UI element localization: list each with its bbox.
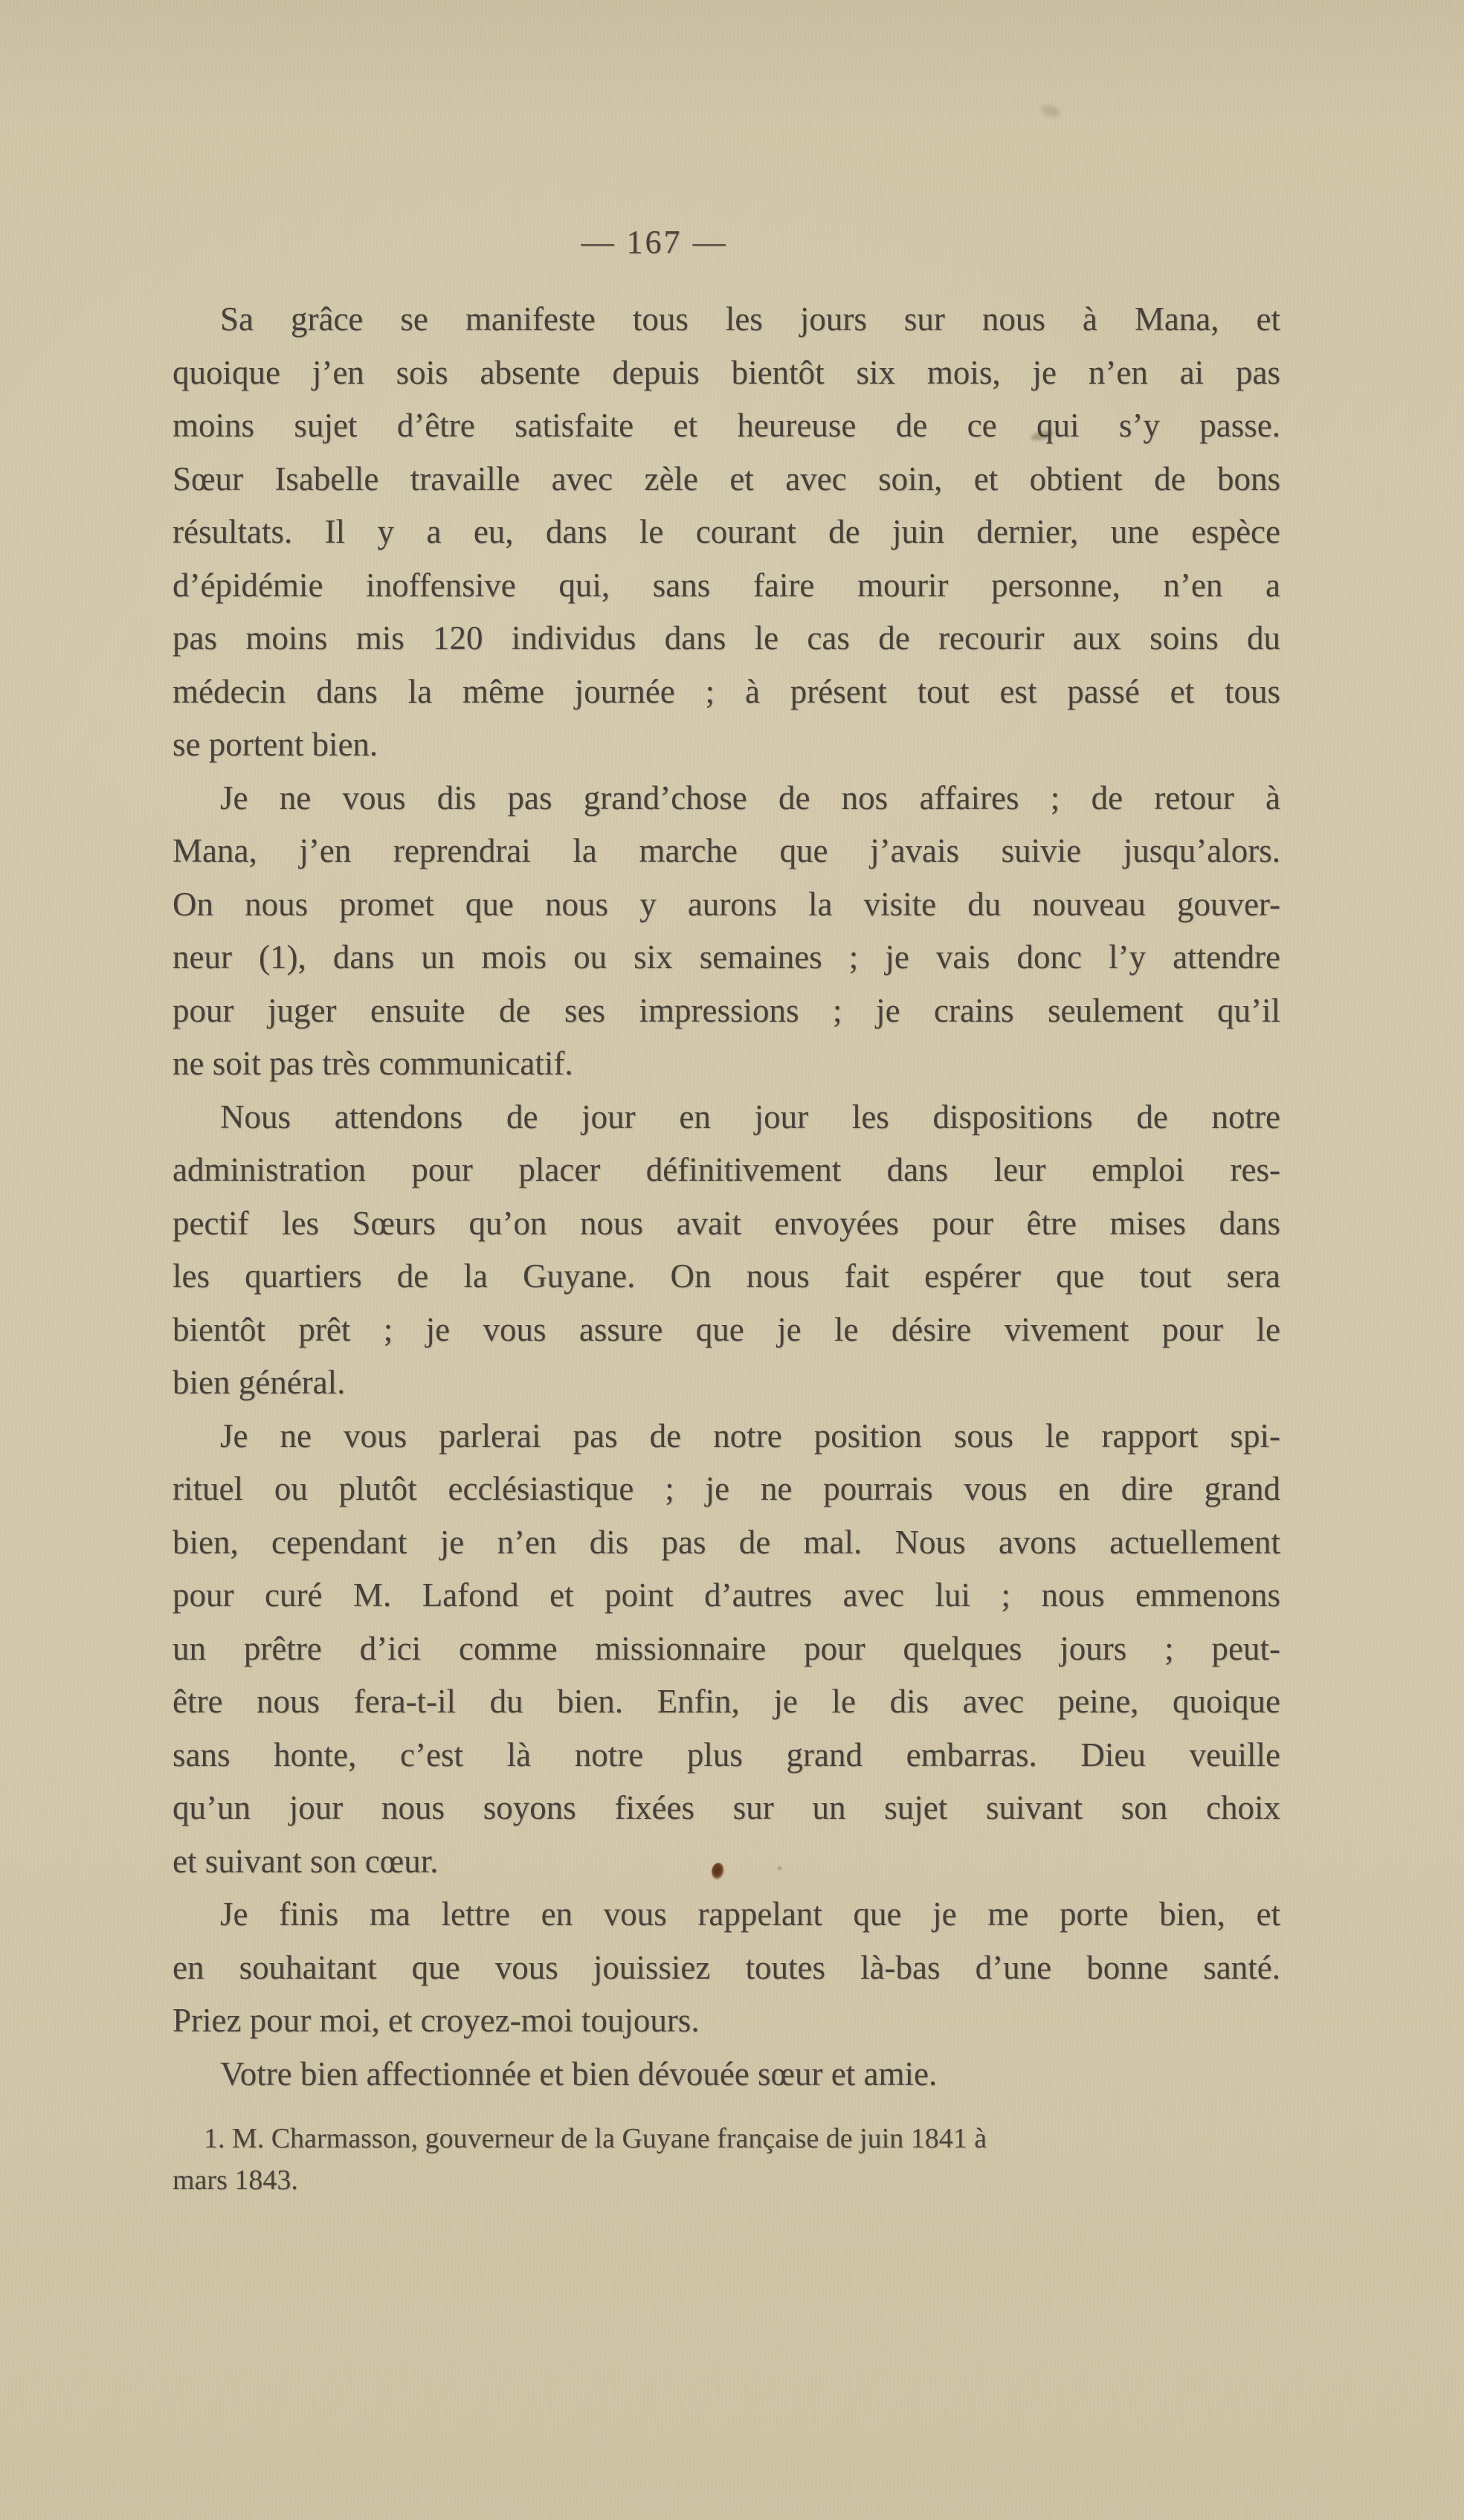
text-line: un prêtre d’ici comme missionnaire pour quelques jours ; peut-	[172, 1629, 1280, 1667]
footnote	[172, 2118, 1280, 2201]
paragraph-4	[172, 1410, 1280, 1889]
text-line: en souhaitant que vous jouissiez toutes là-bas d’une bonne santé.	[172, 1948, 1280, 1986]
text-line: les quartiers de la Guyane. On nous fait espérer que tout sera	[172, 1257, 1280, 1295]
text-line: médecin dans la même journée ; à présent tout est passé et tous	[172, 672, 1280, 710]
text-line: rituel ou plutôt ecclésiastique ; je ne pourrais vous en dire grand	[172, 1470, 1280, 1507]
text-line: qu’un jour nous soyons fixées sur un sujet suivant son choix	[172, 1789, 1280, 1826]
text-line: et suivant son cœur.	[172, 1842, 439, 1880]
text-line: On nous promet que nous y aurons la visite du nouveau gouver-	[172, 885, 1280, 923]
text-line: bien général.	[172, 1364, 346, 1401]
text-line: Sa grâce se manifeste tous les jours sur nous à Mana, et	[220, 300, 1280, 338]
text-line: Je finis ma lettre en vous rappelant que je me porte bien, et	[220, 1895, 1280, 1933]
text-line: administration pour placer définitivement dans leur emploi res-	[172, 1151, 1280, 1188]
text-line: Je ne vous parlerai pas de notre position sous le rapport spi-	[220, 1417, 1280, 1454]
text-line: pour juger ensuite de ses impressions ; je crains seulement qu’il	[172, 991, 1280, 1029]
text-line: se portent bien.	[172, 726, 378, 763]
text-line: Votre bien affectionnée et bien dévouée sœur et amie.	[220, 2055, 938, 2092]
paper-smudge	[1039, 103, 1062, 120]
text-line: résultats. Il y a eu, dans le courant de juin dernier, une espèce	[172, 513, 1280, 550]
text-line: Priez pour moi, et croyez-moi toujours.	[172, 2002, 700, 2039]
page-number: — 167 —	[581, 224, 728, 260]
paragraph-5	[172, 1888, 1280, 2048]
text-line: Je ne vous dis pas grand’chose de nos affaires ; de retour à	[220, 779, 1280, 816]
text-line: moins sujet d’être satisfaite et heureuse de ce qui s’y passe.	[172, 407, 1280, 444]
paragraph-2	[172, 772, 1280, 1091]
paragraph-6-signature	[172, 2048, 1280, 2101]
text-line: d’épidémie inoffensive qui, sans faire mourir personne, n’en a	[172, 566, 1280, 604]
letter-body	[172, 293, 1280, 2101]
text-line: ne soit pas très communicatif.	[172, 1045, 573, 1082]
ink-speck	[778, 1866, 781, 1870]
text-line: Mana, j’en reprendrai la marche que j’avais suivie jusqu’alors.	[172, 832, 1280, 869]
text-line: être nous fera-t-il du bien. Enfin, je le dis avec peine, quoique	[172, 1683, 1280, 1720]
text-line: neur (1), dans un mois ou six semaines ; je vais donc l’y attendre	[172, 938, 1280, 976]
footnote-line: mars 1843.	[172, 2165, 298, 2196]
text-line: bien, cependant je n’en dis pas de mal. Nous avons actuellement	[172, 1523, 1280, 1561]
paragraph-3	[172, 1091, 1280, 1410]
text-line: pour curé M. Lafond et point d’autres avec lui ; nous emmenons	[172, 1576, 1280, 1614]
paragraph-1	[172, 293, 1280, 772]
text-line: bientôt prêt ; je vous assure que je le désire vivement pour le	[172, 1310, 1280, 1348]
text-line: pas moins mis 120 individus dans le cas de recourir aux soins du	[172, 619, 1280, 657]
footnote-line: 1. M. Charmasson, gouverneur de la Guyane française de juin 1841 à	[204, 2123, 987, 2154]
text-line: Nous attendons de jour en jour les dispositions de notre	[220, 1098, 1280, 1135]
text-line: pectif les Sœurs qu’on nous avait envoyées pour être mises dans	[172, 1204, 1280, 1242]
text-line: sans honte, c’est là notre plus grand embarras. Dieu veuille	[172, 1736, 1280, 1773]
text-line: Sœur Isabelle travaille avec zèle et avec soin, et obtient de bons	[172, 460, 1280, 497]
text-line: quoique j’en sois absente depuis bientôt six mois, je n’en ai pas	[172, 353, 1280, 391]
